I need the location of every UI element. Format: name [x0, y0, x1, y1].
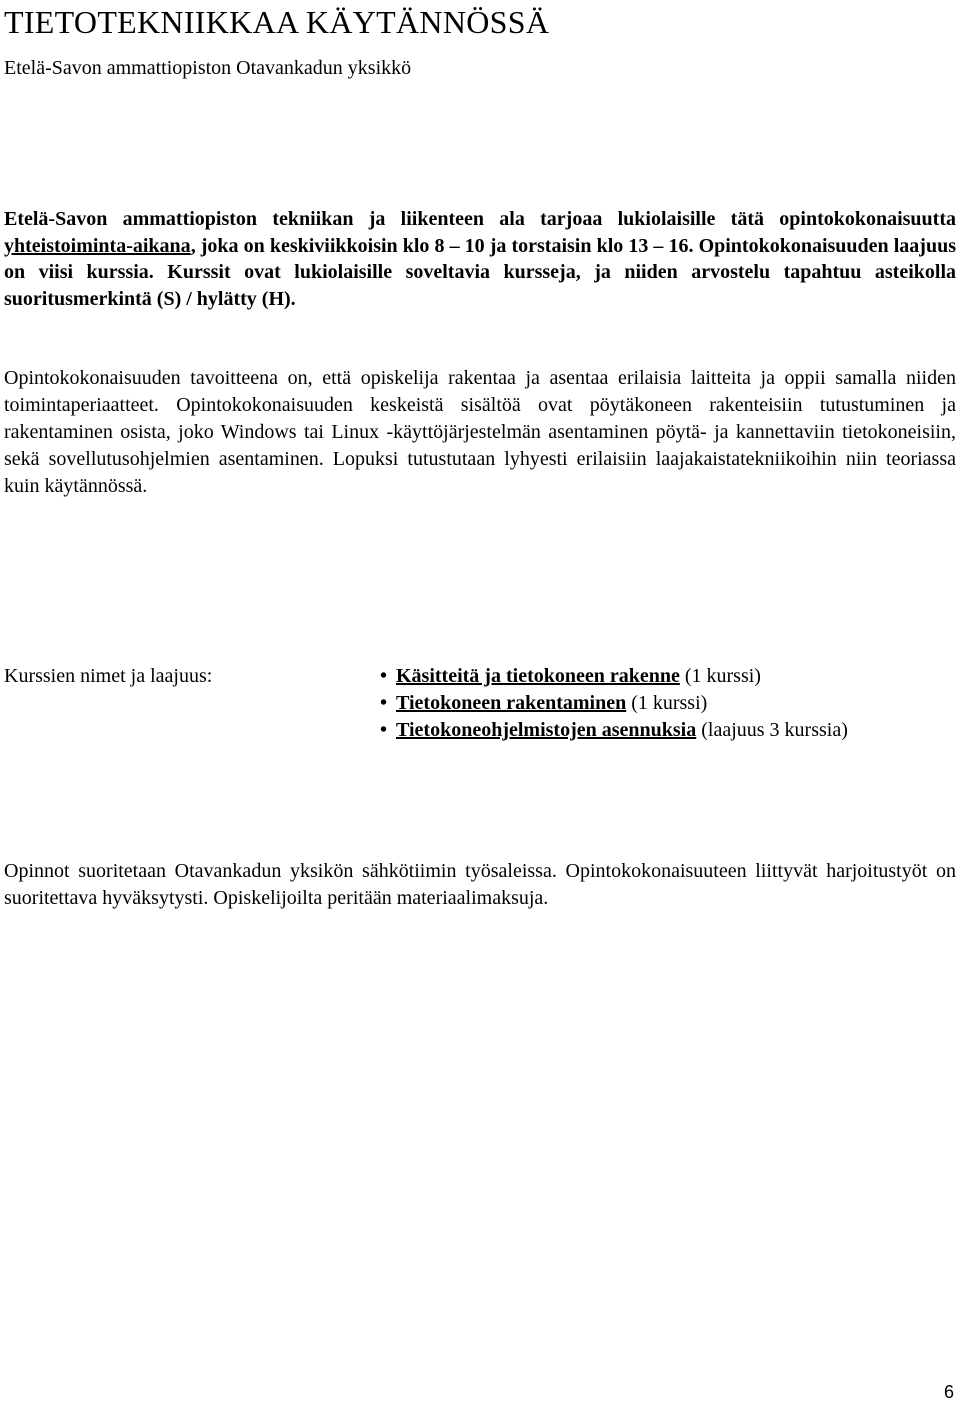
course-extent: (laajuus 3 kurssia) — [696, 719, 848, 741]
course-name: Tietokoneohjelmistojen asennuksia — [396, 719, 697, 741]
bullet-icon: • — [380, 719, 388, 741]
course-list — [380, 663, 848, 744]
course-extent: (1 kurssi) — [679, 665, 761, 687]
course-item — [380, 663, 848, 690]
goal-paragraph: Opintokokonaisuuden tavoitteena on, että opiskelija rakentaa ja asentaa erilaisia laitteita ja oppii samalla niiden toimintaperiaatteet. Opintokokonaisuuden keskeistä sisältöä ovat pöytäkoneen rakenteisiin tutustuminen ja rakentaminen osista, joko Windows tai Linux -käyttöjärjestelmän asentaminen pöytä- ja kannettaviin tietokoneisiin, sekä sovellutusohjelmien asentaminen. Lopuksi tutustutaan lyhyesti erilaisiin laajakaistatekniikoihin niin teoriassa kuin käytännössä. — [4, 367, 956, 497]
intro-paragraph — [4, 206, 956, 312]
intro-underlined-term: yhteistoiminta-aikana — [4, 234, 191, 257]
bullet-icon: • — [380, 665, 388, 687]
closing-paragraph: Opinnot suoritetaan Otavankadun yksikön sähkötiimin työsaleissa. Opintokokonaisuuteen liittyvät harjoitustyöt on suoritettava hyväksytysti. Opiskelijoilta peritään materiaalimaksuja. — [4, 860, 956, 909]
page-subtitle: Etelä-Savon ammattiopiston Otavankadun yksikkö — [4, 57, 412, 79]
bullet-icon: • — [380, 692, 388, 714]
courses-label: Kurssien nimet ja laajuus: — [4, 665, 213, 687]
course-item — [380, 690, 848, 717]
course-name: Tietokoneen rakentaminen — [396, 692, 627, 714]
page-title: TIETOTEKNIIKKAA KÄYTÄNNÖSSÄ — [4, 4, 550, 40]
course-name: Käsitteitä ja tietokoneen rakenne — [396, 665, 680, 687]
course-extent: (1 kurssi) — [626, 692, 708, 714]
intro-text-start: Etelä-Savon ammattiopiston tekniikan ja liikenteen ala tarjoaa lukiolaisille tätä opintokokonaisuutta — [4, 208, 956, 230]
course-item — [380, 717, 848, 744]
intro-text-end: , joka on keskiviikkoisin klo 8 – 10 ja torstaisin klo 13 – 16. Opintokokonaisuuden laajuus on viisi kurssia. Kurssit ovat lukiolaisille soveltavia kursseja, ja niiden arvostelu tapahtuu asteikolla suoritusmerkintä (S) / hylätty (H). — [4, 234, 956, 310]
page-number: 6 — [943, 1382, 954, 1402]
